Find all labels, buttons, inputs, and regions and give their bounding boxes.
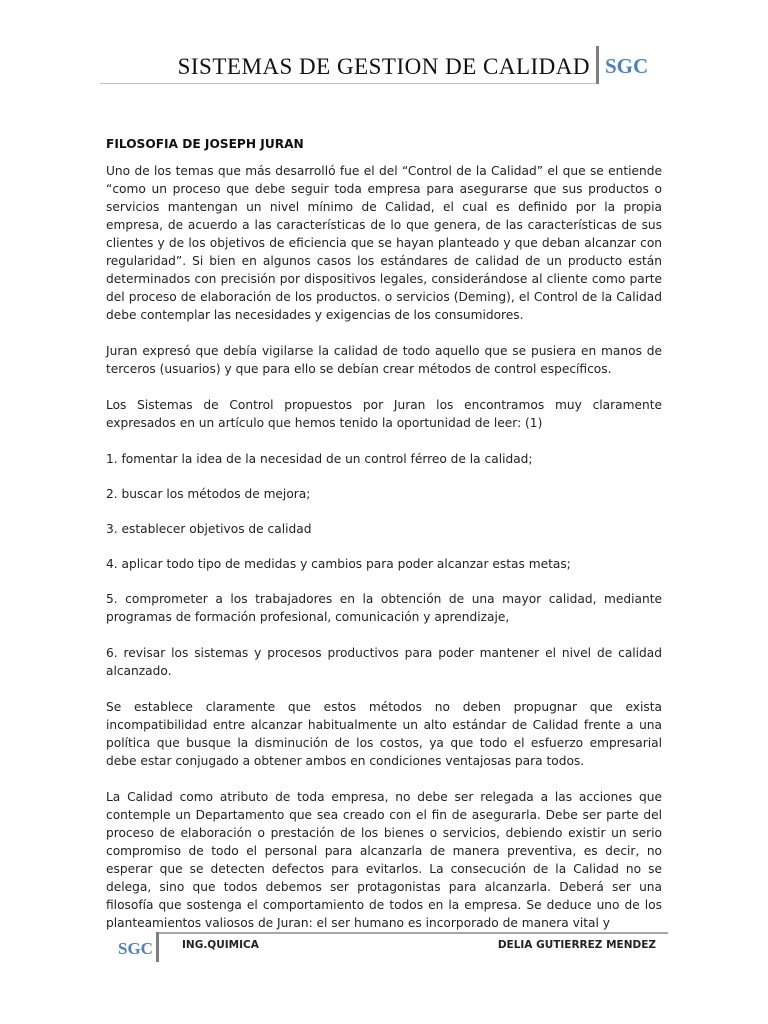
header-rule xyxy=(100,83,596,84)
list-item-5: 5. comprometer a los trabajadores en la obtención de una mayor calidad, mediante programas de formación profesional, comunicación y aprendizaje, xyxy=(106,592,662,624)
list-item-3: 3. establecer objetivos de calidad xyxy=(106,522,312,536)
footer-badge: SGC xyxy=(118,939,153,958)
footer-divider xyxy=(156,932,159,962)
footer-author: DELIA GUTIERREZ MENDEZ xyxy=(497,939,656,951)
list-item-2: 2. buscar los métodos de mejora; xyxy=(106,487,311,501)
header-divider xyxy=(596,46,599,84)
page-header xyxy=(100,46,662,84)
paragraph-control-calidad: Uno de los temas que más desarrolló fue el del “Control de la Calidad” el que se entiende “como un proceso que debe seguir toda empresa para asegurarse que sus productos o servicios mantengan un nivel mínimo de Calidad, el cual es definido por la propia empresa, de acuerdo a las características de lo que genera, de las características de sus clientes y de los objetivos de eficiencia que se hayan planteado y que deban alcanzar con regularidad”. Si bien en algunos casos los estándares de calidad de un producto están determinados con precisión por dispositivos legales, considerándose al cliente como parte del proceso de elaboración de los productos. o servicios (Deming), el Control de la Calidad debe contemplar las necesidades y exigencias de los consumidores. xyxy=(106,164,662,322)
section-heading: FILOSOFIA DE JOSEPH JURAN xyxy=(106,137,304,151)
list-item-1: 1. fomentar la idea de la necesidad de un control férreo de la calidad; xyxy=(106,452,533,466)
document-body xyxy=(106,135,662,950)
paragraph-sistemas-control: Los Sistemas de Control propuestos por Juran los encontramos muy claramente expresados en un artículo que hemos tenido la oportunidad de leer: (1) xyxy=(106,398,662,430)
footer-department: ING.QUIMICA xyxy=(182,939,259,951)
paragraph-incompatibilidad: Se establece claramente que estos métodos no deben propugnar que exista incompatibilidad entre alcanzar habitualmente un alto estándar de Calidad frente a una política que busque la disminución de los costos, ya que todo el esfuerzo empresarial debe estar conjugado a obtener ambos en condiciones ventajosas para todos. xyxy=(106,700,662,768)
page-footer xyxy=(100,932,668,962)
paragraph-juran-vigilancia: Juran expresó que debía vigilarse la calidad de todo aquello que se pusiera en manos de terceros (usuarios) y que para ello se debían crear métodos de control específicos. xyxy=(106,344,662,376)
footer-rule xyxy=(158,932,668,934)
list-item-4: 4. aplicar todo tipo de medidas y cambios para poder alcanzar estas metas; xyxy=(106,557,571,571)
list-item-6: 6. revisar los sistemas y procesos productivos para poder mantener el nivel de calidad alcanzado. xyxy=(106,646,662,678)
header-title: SISTEMAS DE GESTION DE CALIDAD xyxy=(177,54,590,79)
paragraph-calidad-atributo: La Calidad como atributo de toda empresa, no debe ser relegada a las acciones que contemple un Departamento que sea creado con el fin de asegurarla. Debe ser parte del proceso de elaboración o prestación de los bienes o servicios, debiendo existir un serio compromiso de todo el personal para alcanzarla de manera preventiva, es decir, no esperar que se detecten defectos para evitarlos. La consecución de la Calidad no se delega, sino que todos debemos ser protagonistas para alcanzarla. Deberá ser una filosofía que sostenga el comportamiento de todos en la empresa. Se deduce uno de los planteamientos valiosos de Juran: el ser humano es incorporado de manera vital y xyxy=(106,790,662,930)
header-badge: SGC xyxy=(605,54,649,78)
